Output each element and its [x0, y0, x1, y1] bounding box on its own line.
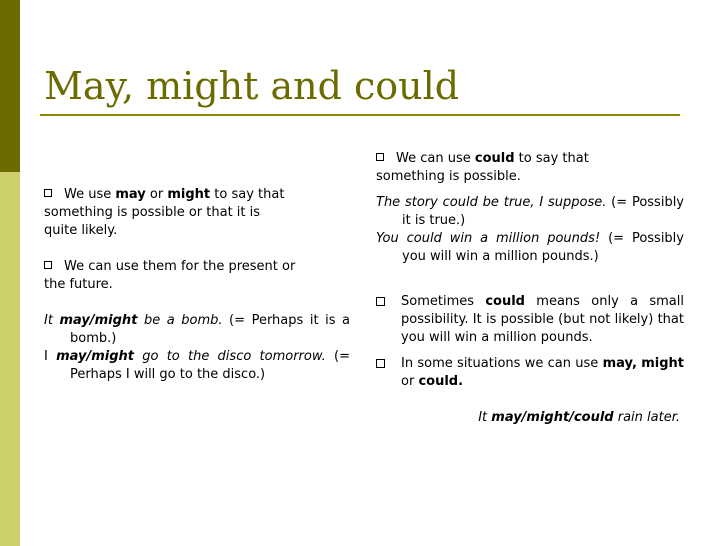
right-bullet-1: [376, 150, 684, 168]
right-example-3: It may/might/could rain later.: [478, 410, 680, 425]
right-bullet-3-text: In some situations we can use may, might or could.: [401, 356, 684, 389]
square-bullet-icon: [44, 261, 52, 269]
left-example-2: I may/might go to the disco tomorrow. (= Perhaps I will go to the disco.): [44, 349, 350, 382]
left-bullet-2-line-2: the future.: [44, 277, 113, 292]
left-bullet-1-text: We use may or might to say that: [64, 187, 285, 202]
right-example-1: The story could be true, I suppose. (= Possibly it is true.): [376, 195, 684, 228]
right-bullet-2-text: Sometimes could means only a small possibility. It is possible (but not likely) that you will win a million pounds.: [401, 294, 684, 345]
right-bullet-2: [376, 293, 684, 347]
right-column: [376, 150, 684, 427]
right-example-2: You could win a million pounds! (= Possibly you will win a million pounds.): [376, 231, 684, 264]
left-bullet-2-text: We can use them for the present or: [64, 259, 296, 274]
right-bullet-1-line-2: something is possible.: [376, 169, 521, 184]
left-column: [44, 186, 350, 384]
square-bullet-icon: [376, 359, 385, 368]
left-bullet-1: [44, 186, 350, 204]
sidebar-accent-light: [0, 172, 20, 546]
square-bullet-icon: [376, 297, 385, 306]
right-bullet-3: [376, 355, 684, 391]
left-bullet-1-line-3: quite likely.: [44, 223, 118, 238]
title-divider: [40, 114, 680, 116]
square-bullet-icon: [44, 189, 52, 197]
left-bullet-1-line-2: something is possible or that it is: [44, 205, 261, 220]
right-bullet-1-text: We can use could to say that: [396, 151, 589, 166]
left-bullet-2: [44, 258, 350, 276]
slide-title: May, might and could: [44, 64, 460, 108]
sidebar-accent-dark: [0, 0, 20, 172]
left-example-1: It may/might be a bomb. (= Perhaps it is a bomb.): [44, 313, 350, 346]
square-bullet-icon: [376, 153, 384, 161]
